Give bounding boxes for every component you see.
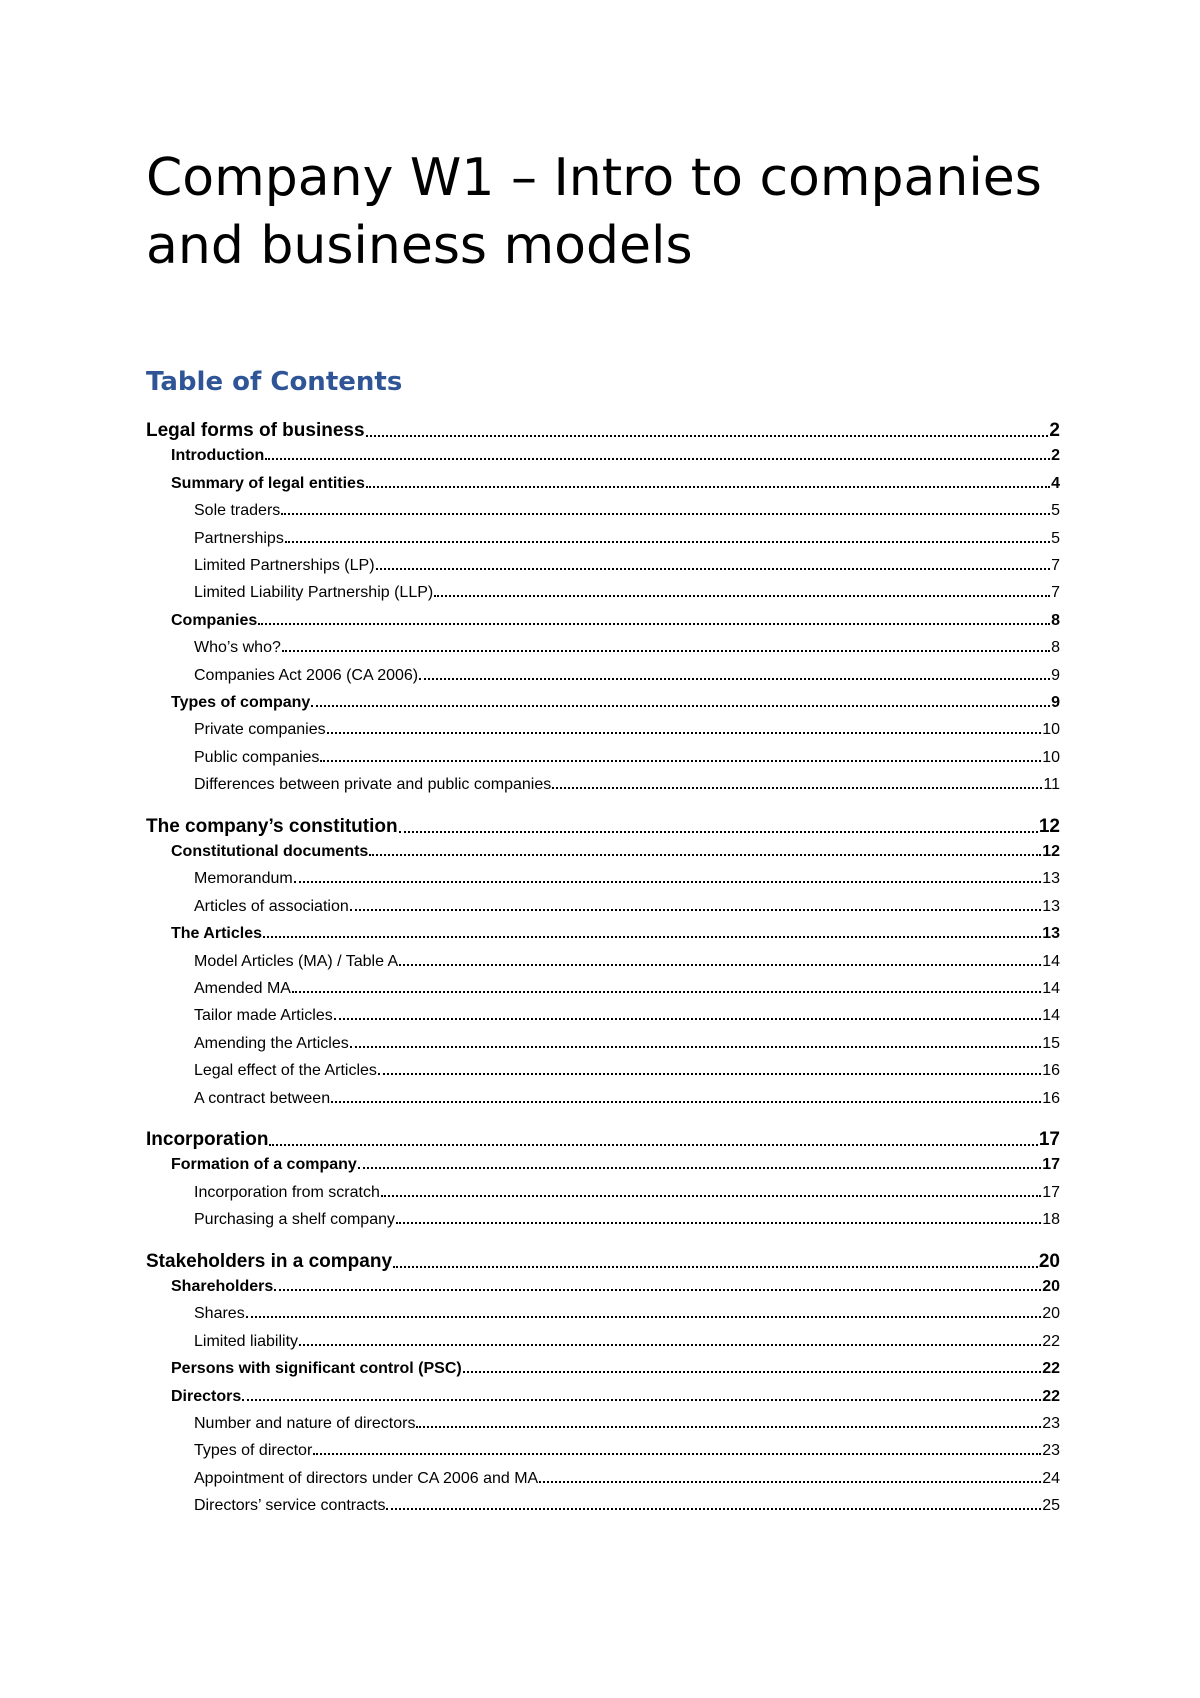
toc-entry[interactable] [146,1062,1060,1080]
toc-entry-label: Private companies [194,721,326,739]
toc-dot-leader [552,787,1042,789]
toc-dot-leader [366,435,1049,437]
toc-entry[interactable] [146,721,1060,739]
toc-entry-label: Formation of a company [171,1156,357,1174]
document-title: Company W1 – Intro to companies and business models [146,148,1042,276]
toc-entry-page-number: 4 [1051,474,1060,492]
toc-dot-leader [311,705,1050,707]
toc-entry-label: Introduction [171,447,265,465]
toc-entry-label: Tailor made Articles [194,1007,333,1025]
toc-entry-page-number: 22 [1042,1387,1060,1405]
toc-entry-page-number: 12 [1038,815,1060,837]
toc-dot-leader [331,1101,1041,1103]
toc-entry-page-number: 23 [1042,1415,1060,1432]
toc-entry-page-number: 17 [1042,1156,1060,1174]
toc-entry-page-number: 7 [1051,557,1060,574]
toc-entry-label: Differences between private and public companies [194,776,552,794]
toc-entry[interactable] [146,475,1060,493]
toc-entry[interactable] [146,1090,1060,1108]
toc-entry-page-number: 2 [1049,420,1060,441]
toc-entry-page-number: 9 [1051,694,1060,711]
toc-entry-page-number: 10 [1042,721,1060,739]
toc-dot-leader [299,1344,1041,1346]
toc-entry-page-number: 17 [1038,1129,1060,1150]
toc-entry-label: Who’s who? [194,639,281,657]
toc-entry-label: Shares [194,1305,245,1323]
toc-entry[interactable] [146,639,1060,657]
toc-entry-label: Sole traders [194,502,281,520]
toc-entry-label: Articles of association [194,897,349,915]
toc-entry-page-number: 13 [1042,870,1060,888]
toc-entry-page-number: 13 [1042,897,1060,915]
toc-heading: Table of Contents [146,367,403,397]
toc-entry-page-number: 2 [1051,447,1060,465]
toc-entry[interactable] [146,1129,1060,1151]
toc-entry-label: Memorandum [194,870,293,888]
toc-dot-leader [419,678,1050,680]
toc-dot-leader [320,760,1041,762]
toc-entry-page-number: 20 [1038,1250,1060,1272]
toc-entry-label: Incorporation from scratch [194,1183,380,1201]
toc-dot-leader [381,1195,1041,1197]
toc-entry-page-number: 13 [1042,925,1060,943]
toc-entry-page-number: 7 [1051,584,1060,602]
toc-dot-leader [369,854,1041,856]
toc-entry[interactable] [146,776,1060,794]
toc-dot-leader [246,1316,1042,1318]
toc-entry[interactable] [146,1415,1060,1433]
toc-dot-leader [393,1266,1038,1268]
toc-dot-leader [285,541,1050,543]
toc-dot-leader [396,1222,1041,1224]
toc-entry-page-number: 22 [1042,1332,1060,1350]
toc-entry-page-number: 8 [1051,611,1060,629]
toc-entry-page-number: 5 [1051,502,1060,520]
toc-entry[interactable] [146,749,1060,767]
toc-entry[interactable] [146,1333,1060,1351]
toc-entry-page-number: 18 [1042,1211,1060,1229]
toc-entry[interactable] [146,1251,1060,1273]
toc-entry[interactable] [146,1305,1060,1323]
toc-entry-page-number: 14 [1042,1007,1060,1025]
toc-entry-label: Stakeholders in a company [146,1250,393,1272]
toc-entry[interactable] [146,1007,1060,1025]
toc-entry[interactable] [146,502,1060,520]
toc-entry[interactable] [146,694,1060,712]
toc-entry-label: Legal effect of the Articles [194,1062,377,1080]
toc-entry[interactable] [146,584,1060,602]
toc-entry-label: Companies Act 2006 (CA 2006) [194,666,419,684]
toc-entry-label: Directors’ service contracts [194,1497,386,1515]
toc-entry-label: Summary of legal entities [171,474,365,492]
toc-entry-label: Number and nature of directors [194,1415,416,1432]
toc-entry[interactable] [146,447,1060,465]
toc-dot-leader [327,732,1042,734]
toc-entry[interactable] [146,898,1060,916]
toc-entry[interactable] [146,1360,1060,1378]
toc-entry-page-number: 25 [1042,1497,1060,1515]
toc-entry-label: Incorporation [146,1129,269,1150]
toc-entry-page-number: 11 [1043,776,1060,794]
toc-entry[interactable] [146,557,1060,575]
toc-entry-label: Directors [171,1387,242,1405]
toc-entry-page-number: 24 [1042,1469,1060,1487]
toc-dot-leader [263,936,1041,938]
toc-entry[interactable] [146,870,1060,888]
toc-entry-page-number: 10 [1042,748,1060,766]
toc-entry-label: The company’s constitution [146,815,398,837]
toc-entry-page-number: 23 [1042,1442,1060,1460]
toc-entry-label: Types of director [194,1442,313,1460]
toc-dot-leader [366,486,1050,488]
toc-dot-leader [258,623,1050,625]
toc-entry[interactable] [146,953,1060,971]
toc-entry-label: Legal forms of business [146,420,365,441]
toc-entry-page-number: 17 [1042,1183,1060,1201]
toc-dot-leader [376,568,1051,570]
toc-entry-label: Constitutional documents [171,843,369,860]
toc-dot-leader [334,1018,1041,1020]
toc-dot-leader [292,991,1041,993]
toc-entry[interactable] [146,1442,1060,1460]
toc-entry-label: The Articles [171,925,262,943]
toc-entry-label: Model Articles (MA) / Table A [194,952,399,970]
toc-dot-leader [313,1453,1041,1455]
toc-dot-leader [294,881,1042,883]
toc-entry-label: Companies [171,611,258,629]
toc-entry-page-number: 16 [1042,1089,1060,1107]
toc-entry[interactable] [146,1211,1060,1229]
toc-dot-leader [399,964,1041,966]
toc-entry-label: Appointment of directors under CA 2006 and MA [194,1469,539,1487]
toc-dot-leader [265,458,1050,460]
toc-entry-page-number: 20 [1042,1278,1060,1295]
toc-entry-page-number: 5 [1051,529,1060,547]
toc-dot-leader [463,1371,1042,1373]
toc-entry-page-number: 22 [1042,1360,1060,1378]
toc-entry-label: Types of company [171,694,311,711]
toc-entry[interactable] [146,530,1060,548]
toc-dot-leader [539,1481,1041,1483]
toc-dot-leader [269,1144,1037,1146]
toc-dot-leader [358,1167,1041,1169]
toc-entry-page-number: 14 [1042,952,1060,970]
toc-entry[interactable] [146,612,1060,630]
toc-entry[interactable] [146,843,1060,861]
toc-entry-label: Persons with significant control (PSC) [171,1360,462,1378]
toc-dot-leader [274,1289,1041,1291]
toc-entry[interactable] [146,1035,1060,1053]
toc-entry-label: A contract between [194,1089,331,1107]
toc-dot-leader [378,1073,1041,1075]
toc-entry-label: Shareholders [171,1278,274,1295]
toc-entry-page-number: 8 [1051,639,1060,657]
toc-dot-leader [242,1399,1041,1401]
toc-entry[interactable] [146,667,1060,685]
toc-dot-leader [434,595,1050,597]
toc-entry[interactable] [146,1156,1060,1174]
toc-entry[interactable] [146,1184,1060,1202]
toc-entry[interactable] [146,1497,1060,1515]
toc-entry-label: Limited liability [194,1332,299,1350]
toc-entry-label: Public companies [194,748,320,766]
toc-entry[interactable] [146,925,1060,943]
toc-entry-page-number: 9 [1051,666,1060,684]
toc-dot-leader [399,831,1038,833]
toc-entry-page-number: 14 [1042,980,1060,997]
toc-entry[interactable] [146,420,1060,442]
toc-dot-leader [350,1046,1041,1048]
toc-entry-label: Amended MA [194,980,291,997]
toc-entry[interactable] [146,1388,1060,1406]
toc-dot-leader [416,1426,1041,1428]
toc-dot-leader [282,650,1050,652]
toc-entry-label: Purchasing a shelf company [194,1211,395,1229]
toc-dot-leader [386,1508,1041,1510]
toc-entry-page-number: 20 [1042,1305,1060,1323]
toc-entry-label: Amending the Articles [194,1034,349,1052]
toc-entry-label: Limited Liability Partnership (LLP) [194,584,434,602]
toc-entry-page-number: 12 [1042,843,1060,860]
toc-entry[interactable] [146,980,1060,998]
toc-entry-page-number: 15 [1042,1034,1060,1052]
toc-entry-page-number: 16 [1042,1062,1060,1080]
toc-entry-label: Partnerships [194,529,284,547]
toc-dot-leader [281,513,1050,515]
toc-entry[interactable] [146,1278,1060,1296]
toc-entry-label: Limited Partnerships (LP) [194,557,375,574]
toc-entry[interactable] [146,1470,1060,1488]
toc-dot-leader [350,909,1041,911]
toc-entry[interactable] [146,816,1060,838]
